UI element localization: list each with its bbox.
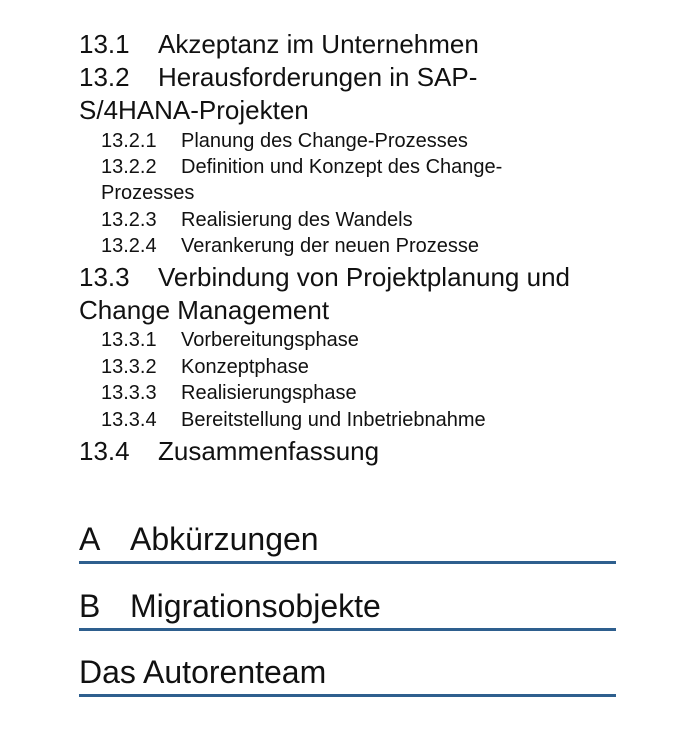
toc-title: Bereitstellung und Inbetriebnahme	[181, 409, 486, 431]
toc-number: 13.2.3	[101, 209, 157, 231]
appendix-title: Migrationsobjekte	[130, 588, 381, 624]
appendix-letter: B	[79, 588, 101, 624]
toc-title: Verankerung der neuen Prozesse	[181, 235, 479, 257]
toc-entry-13-3-3[interactable]	[79, 380, 621, 406]
toc-number: 13.3.4	[101, 409, 157, 431]
toc-entry-13-1[interactable]	[79, 28, 619, 61]
toc-entry-13-3-1[interactable]	[79, 327, 621, 353]
appendix-letter: A	[79, 521, 101, 557]
toc-title-line-1: Definition und Konzept des Change-	[181, 156, 503, 178]
toc-number: 13.3.1	[101, 329, 157, 351]
toc-number: 13.3.2	[101, 356, 157, 378]
toc-entry-13-2[interactable]	[79, 61, 619, 127]
authors-heading[interactable]	[79, 652, 616, 697]
toc-entry-13-3-2[interactable]	[79, 354, 621, 380]
appendix-heading-a[interactable]	[79, 519, 616, 564]
toc-entry-13-2-4[interactable]	[79, 233, 621, 259]
toc-number: 13.3	[79, 262, 130, 292]
toc-title: Zusammenfassung	[158, 436, 380, 466]
toc-number: 13.2.1	[101, 130, 157, 152]
authors-title: Das Autorenteam	[79, 654, 327, 690]
toc-title: Konzeptphase	[181, 356, 309, 378]
toc-entry-13-3-4[interactable]	[79, 407, 621, 433]
toc-title: Realisierung des Wandels	[181, 209, 413, 231]
appendix-title: Abkürzungen	[130, 521, 319, 557]
toc-entry-13-2-3[interactable]	[79, 207, 621, 233]
toc-title-line-2: Change Management	[79, 295, 330, 325]
toc-title: Planung des Change-Prozesses	[181, 130, 468, 152]
toc-title: Vorbereitungsphase	[181, 329, 359, 351]
toc-number: 13.1	[79, 29, 130, 59]
toc-number: 13.2	[79, 62, 130, 92]
toc-title-line-2: Prozesses	[101, 182, 195, 204]
toc-entry-13-4[interactable]	[79, 435, 619, 468]
toc-title-line-1: Verbindung von Projektplanung und	[158, 262, 570, 292]
toc-number: 13.2.4	[101, 235, 157, 257]
toc-title: Akzeptanz im Unternehmen	[158, 29, 479, 59]
toc-title-line-2: S/4HANA-Projekten	[79, 95, 309, 125]
toc-title: Realisierungsphase	[181, 382, 357, 404]
appendix-heading-b[interactable]	[79, 586, 616, 631]
toc-entry-13-3[interactable]	[79, 261, 619, 327]
toc-number: 13.4	[79, 436, 130, 466]
toc-number: 13.2.2	[101, 156, 157, 178]
toc-entry-13-2-1[interactable]	[79, 128, 621, 154]
toc-title-line-1: Herausforderungen in SAP-	[158, 62, 478, 92]
toc-number: 13.3.3	[101, 382, 157, 404]
toc-entry-13-2-2[interactable]	[79, 154, 621, 206]
